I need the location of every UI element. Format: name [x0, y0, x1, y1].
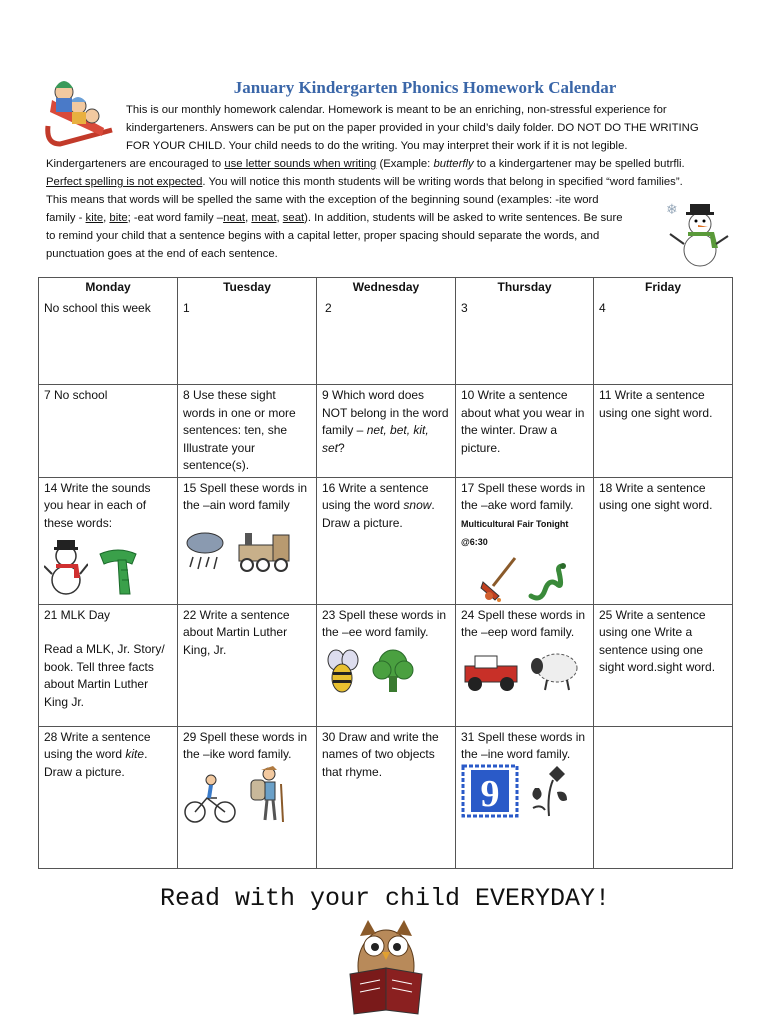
cell-pictures	[322, 648, 450, 694]
butterfly-word: butterfly	[433, 158, 474, 170]
bike-rider-icon	[183, 772, 237, 824]
scarf-icon	[96, 544, 140, 596]
calendar-cell	[456, 604, 594, 726]
intro-line-7	[46, 209, 699, 227]
intro-text: ,	[245, 212, 252, 224]
cell-text: 31 Spell these words in the –ine word family.	[461, 729, 586, 761]
cell-pictures	[183, 529, 311, 573]
calendar-cell	[39, 604, 178, 726]
cell-pictures	[183, 764, 311, 824]
jeep-icon	[461, 654, 521, 692]
day-header-wednesday: Wednesday	[317, 278, 456, 298]
cell-text: 29 Spell these words in the –ike word family.	[183, 729, 308, 761]
multicultural-fair-note: Multicultural Fair Tonight @6:30	[461, 518, 569, 547]
calendar-cell: 3	[456, 298, 594, 385]
snowman-clipart	[664, 196, 732, 270]
calendar-cell	[317, 604, 456, 726]
intro-text: (Example:	[376, 158, 434, 170]
day-header-tuesday: Tuesday	[178, 278, 317, 298]
intro-paragraph	[46, 101, 699, 263]
intro-line-6: This means that words will be spelled the same with the exception of the beginning sound (examples: -ite word	[46, 194, 599, 206]
cell-text: . Draw a picture.	[322, 498, 435, 530]
calendar-cell: 30 Draw and write the names of two objects that rhyme.	[317, 726, 456, 868]
cell-text-italic: snow	[403, 498, 432, 512]
cell-text: 9 Which word does NOT belong in the word family –	[322, 388, 449, 437]
cell-pictures	[461, 764, 588, 818]
example-word: seat	[282, 212, 305, 224]
calendar-cell	[456, 477, 594, 604]
calendar-cell: 7 No school	[39, 385, 178, 478]
rain-cloud-icon	[183, 529, 227, 573]
calendar-cell: 4	[594, 298, 733, 385]
letter-sounds-text: use letter sounds when writing	[224, 158, 377, 170]
sheep-icon	[529, 648, 581, 692]
cell-text: 15 Spell these words in the –ain word family	[183, 480, 308, 512]
owl-reading-icon	[342, 914, 426, 1018]
calendar-cell	[594, 726, 733, 868]
calendar-cell	[178, 477, 317, 604]
cell-text: . Draw a picture.	[44, 747, 148, 779]
cell-text-italic: kite	[125, 747, 145, 761]
calendar-cell: 22 Write a sentence about Martin Luther King, Jr.	[178, 604, 317, 726]
svg-text:❄: ❄	[666, 201, 678, 217]
snake-icon	[527, 562, 567, 602]
intro-line-4	[46, 155, 699, 173]
rake-icon	[479, 556, 519, 602]
day-header-thursday: Thursday	[456, 278, 594, 298]
cell-pictures	[44, 538, 172, 596]
homework-calendar	[38, 277, 733, 869]
calendar-cell	[39, 477, 178, 604]
calendar-cell	[317, 477, 456, 604]
calendar-cell	[456, 726, 594, 868]
cell-text: 21 MLK Day	[44, 607, 111, 622]
cell-text: ?	[338, 440, 345, 455]
calendar-cell: 18 Write a sentence using one sight word.	[594, 477, 733, 604]
nine-glyph: 9	[480, 772, 500, 815]
intro-line-2: kindergarteners. Answers can be put on the paper provided in your child’s daily folder. DO NOT DO THE WRITING	[126, 122, 699, 134]
train-icon	[235, 529, 293, 573]
cell-text-italic: net, bet, kit, set	[322, 423, 429, 455]
page-title: January Kindergarten Phonics Homework Calendar	[233, 78, 617, 97]
example-word: kite	[85, 212, 104, 224]
intro-line-3: FOR YOUR CHILD. Your child needs to do the writing. You may interpret their work if it is not legible.	[126, 140, 628, 152]
cell-text: 14 Write the sounds you hear in each of these words:	[44, 480, 151, 530]
cell-text: 17 Spell these words in the –ake word family.	[461, 480, 586, 512]
cell-text: 16 Write a sentence using the word	[322, 480, 429, 512]
intro-text: to a kindergartener may be spelled butrfli.	[473, 158, 685, 170]
tree-icon	[370, 648, 416, 694]
calendar-cell: 10 Write a sentence about what you wear in the winter. Draw a picture.	[456, 385, 594, 478]
intro-text: Kindergarteners are encouraged to	[46, 158, 225, 170]
cell-text: Read a MLK, Jr. Story/ book. Tell three facts about Martin Luther King Jr.	[44, 642, 165, 709]
calendar-cell: 1	[178, 298, 317, 385]
intro-text: ,	[276, 212, 283, 224]
cell-pictures	[461, 648, 588, 692]
calendar-cell	[39, 726, 178, 868]
intro-line-9: punctuation goes at the end of each sentence.	[46, 248, 278, 260]
example-word: meat	[251, 212, 277, 224]
calendar-cell: 11 Write a sentence using one sight word.	[594, 385, 733, 478]
intro-text: family -	[46, 212, 86, 224]
intro-line-8: to remind your child that a sentence begins with a capital letter, proper spacing should separate the words, and	[46, 230, 600, 242]
perfect-spelling-text: Perfect spelling is not expected	[46, 176, 203, 188]
cell-text: 23 Spell these words in the –ee word family.	[322, 607, 447, 639]
intro-line-1: This is our monthly homework calendar. Homework is meant to be an enriching, non-stressful experience for	[126, 104, 667, 116]
calendar-cell	[178, 726, 317, 868]
day-header-friday: Friday	[594, 278, 733, 298]
day-header-monday: Monday	[39, 278, 178, 298]
calendar-cell: 2	[317, 298, 456, 385]
footer-reminder: Read with your child EVERYDAY!	[159, 884, 611, 913]
intro-line-5	[46, 173, 699, 191]
snowman-icon	[44, 538, 88, 596]
cell-text: 28 Write a sentence using the word	[44, 729, 151, 761]
example-word: bite	[109, 212, 128, 224]
vine-icon	[527, 764, 571, 818]
calendar-cell: 8 Use these sight words in one or more sentences: ten, she Illustrate your sentence(s).	[178, 385, 317, 478]
cell-pictures	[461, 556, 588, 602]
intro-text: ). In addition, students will be asked to write sentences. Be sure	[304, 212, 623, 224]
calendar-cell	[317, 385, 456, 478]
intro-text: ,	[103, 212, 110, 224]
intro-text: . You will notice this month students will be writing words that belong in specified “word families”.	[202, 176, 683, 188]
calendar-cell: No school this week	[39, 298, 178, 385]
bee-icon	[322, 648, 362, 694]
intro-text: ; -eat word family –	[127, 212, 224, 224]
cell-text: 24 Spell these words in the –eep word family.	[461, 607, 586, 639]
hiker-icon	[245, 764, 287, 824]
calendar-cell: 25 Write a sentence using one Write a sentence using one sight word.sight word.	[594, 604, 733, 726]
example-word: neat	[223, 212, 246, 224]
number-nine-icon	[461, 764, 519, 818]
